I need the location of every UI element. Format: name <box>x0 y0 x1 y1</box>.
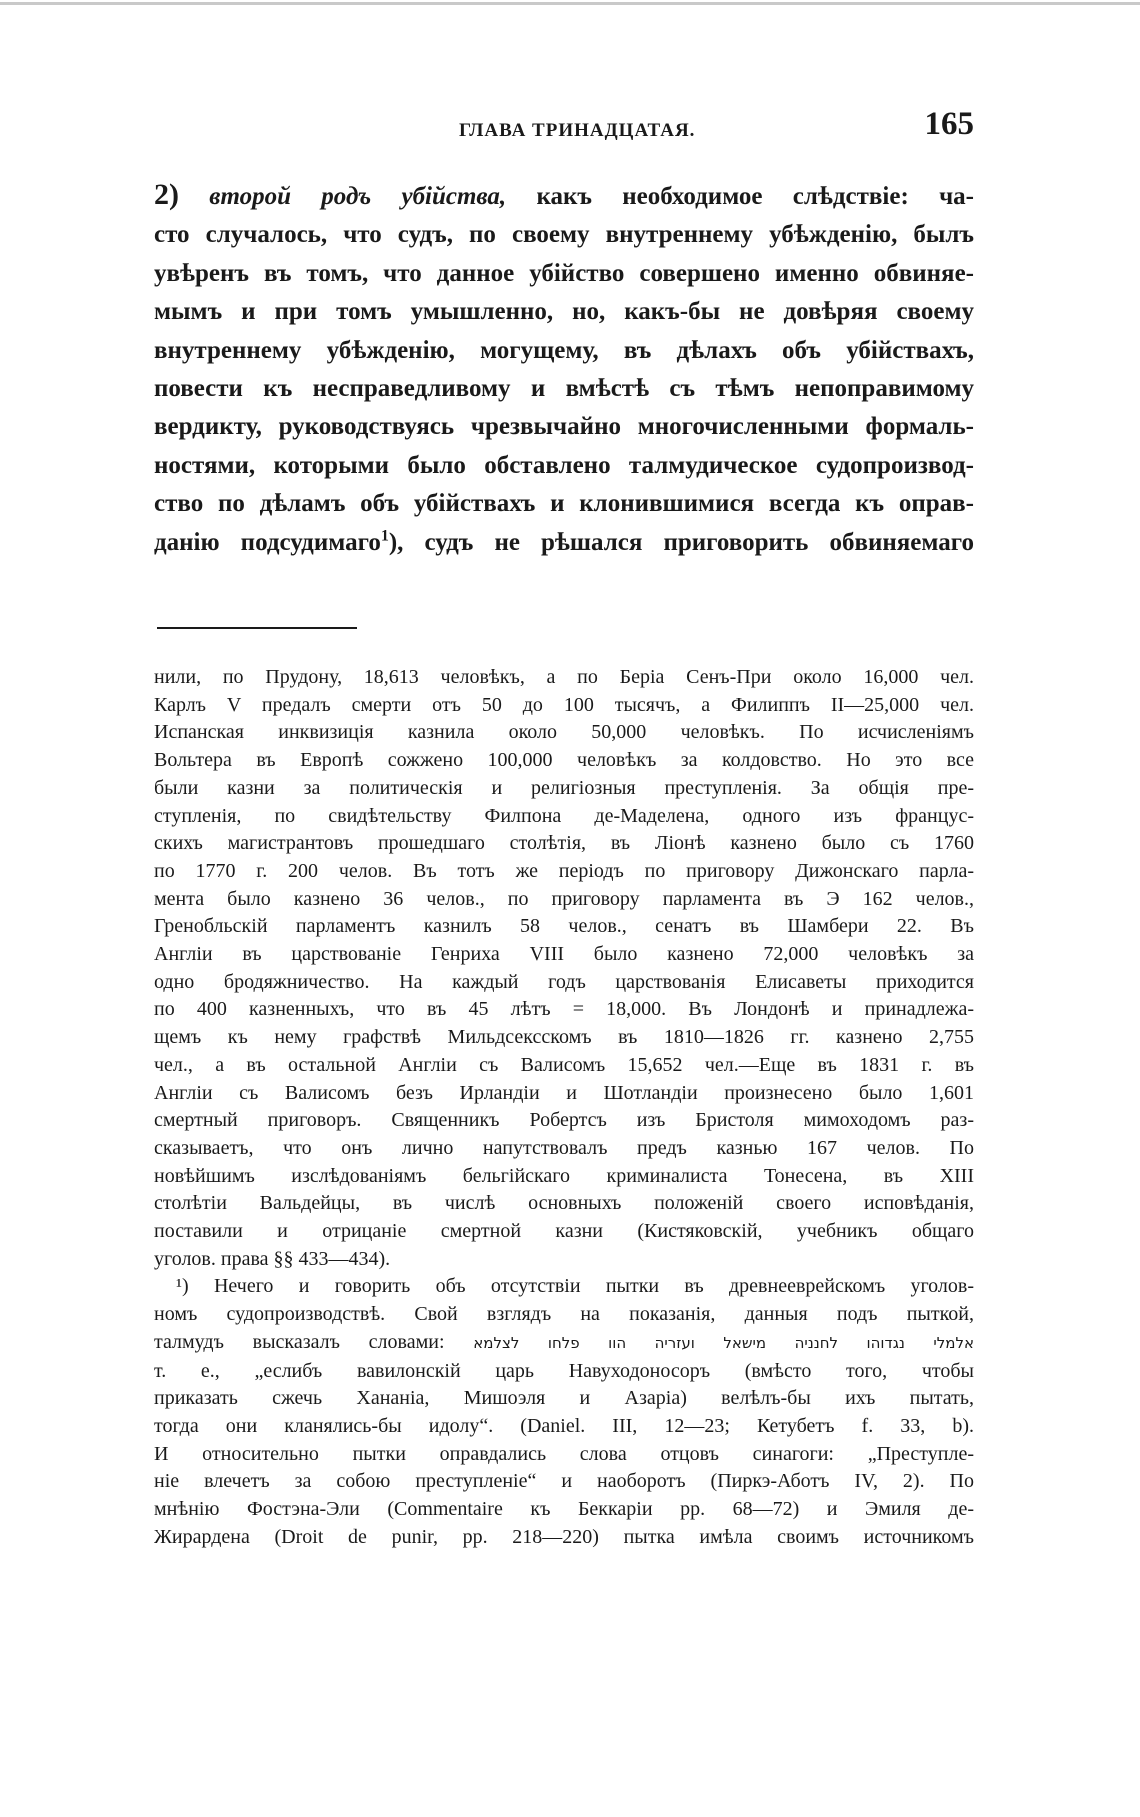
footnote-line: по 1770 г. 200 челов. Въ тотъ же періодъ по приговору Дижонскаго парла- <box>154 859 974 882</box>
main-line-6: повести къ несправедливому и вмѣстѣ съ тѣмъ непоправимому <box>154 375 974 403</box>
main-line-8: ностями, которыми было обставлено талмудическое судопроизвод- <box>154 451 974 479</box>
footnote-line: скихъ магистрантовъ прошедшаго столѣтія, въ Ліонѣ казнено было съ 1760 <box>154 832 974 855</box>
footnote-line: столѣтіи Вальдейцы, въ числѣ основныхъ положеній своего исповѣданія, <box>154 1192 974 1215</box>
page-header <box>154 106 974 146</box>
footnote-line: Вольтера въ Европѣ сожжено 100,000 человѣкъ за колдовство. Но это все <box>154 749 974 772</box>
footnote-line: щемъ къ нему графствѣ Мильдсексскомъ въ 1810—1826 гг. казнено 2,755 <box>154 1026 974 1049</box>
main-line-2: сто случалось, что судъ, по своему внутреннему убѣжденію, былъ <box>154 221 974 249</box>
footnote-1-line: тогда они кланялись-бы идолу“. (Daniel. III, 12—23; Кетубетъ f. 33, b). <box>154 1414 974 1437</box>
footnote-1-line-1: ¹) Нечего и говорить объ отсутствіи пытки въ древнееврейскомъ уголов- <box>176 1275 974 1298</box>
running-title: ГЛАВА ТРИНАДЦАТАЯ. <box>459 120 696 141</box>
footnote-1-line: т. е., „еслибъ вавилонскій царь Навуходоносоръ (вмѣсто того, чтобы <box>154 1359 974 1382</box>
footnote-1-line-3: талмудъ высказалъ словами: אלמלי נגדוהו לחנניה מישאל ועזריה הוו פלחו לצלמא <box>154 1330 974 1353</box>
footnote-line: новѣйшимъ изслѣдованіямъ бельгійскаго криминалиста Тонесена, въ XIII <box>154 1164 974 1187</box>
footnote-line: нили, по Прудону, 18,613 человѣкъ, а по Беріа Сенъ-При около 16,000 чел. <box>154 666 974 688</box>
footnote-line: мента было казнено 36 челов., по приговору парламента въ Э 162 челов., <box>154 887 974 910</box>
footnote-1-line-2: номъ судопроизводствѣ. Свой взглядъ на показанія, данныя подъ пыткой, <box>154 1303 974 1326</box>
footnote-1-line: мнѣнію Фостэна-Эли (Commentaire къ Беккаріи pp. 68—72) и Эмиля де- <box>154 1498 974 1521</box>
footnote-line: уголов. права §§ 433—434). <box>154 1247 391 1270</box>
footnote-line: поставили и отрицаніе смертной казни (Кистяковскій, учебникъ общаго <box>154 1220 974 1243</box>
footnote-line: по 400 казненныхъ, что въ 45 лѣтъ = 18,000. Въ Лондонѣ и принадлежа- <box>154 998 974 1021</box>
main-line-3: увѣренъ въ томъ, что данное убійство совершено именно обвиняе- <box>154 259 974 287</box>
footnote-line: чел., а въ остальной Англіи съ Валисомъ 15,652 чел.—Еще въ 1831 г. въ <box>154 1053 974 1076</box>
footnote-line: смертный приговоръ. Священникъ Робертсъ изъ Бристоля мимоходомъ раз- <box>154 1109 974 1132</box>
footnote-line: Англіи съ Валисомъ безъ Ирландіи и Шотландіи произнесено было 1,601 <box>154 1081 974 1104</box>
footnotes <box>154 664 974 1552</box>
footnote-line: сказываетъ, что онъ лично напутствовалъ предъ казнью 167 челов. По <box>154 1136 974 1159</box>
footnote-1-line: приказать сжечь Хананіа, Мишоэля и Азаріа) велѣлъ-бы ихъ пытать, <box>154 1387 974 1410</box>
footnote-1-line: Жирардена (Droit de punir, pp. 218—220) пытка имѣла своимъ источникомъ <box>154 1525 974 1548</box>
hebrew-quote: אלמלי נגדוהו לחנניה מישאל ועזריה הוו פלחו לצלמא <box>473 1333 974 1352</box>
main-line-7: вердикту, руководствуясь чрезвычайно многочисленными формаль- <box>154 413 974 441</box>
footnote-line: Гренобльскій парламентъ казнилъ 58 челов., сенатъ въ Шамбери 22. Въ <box>154 915 974 938</box>
footnote-line: одно бродяжничество. На каждый годъ царствованія Елисаветы приходится <box>154 970 974 993</box>
section-number: 2) <box>154 178 179 211</box>
page-number: 165 <box>924 106 974 142</box>
main-line-9: ство по дѣламъ объ убійствахъ и клонившимися всегда къ оправ- <box>154 490 974 518</box>
main-line-4: мымъ и при томъ умышленно, но, какъ-бы не довѣряя своему <box>154 298 974 326</box>
footnote-line: ступленія, по свидѣтельству Филпона де-Маделена, одного изъ францус- <box>154 804 974 827</box>
main-line-10: данію подсудимаго$^1$), судъ не рѣшался приговорить обвиняемаго <box>154 527 974 556</box>
footnote-1-marker: ¹) <box>176 1275 189 1298</box>
footnote-line: Карлъ V предалъ смерти отъ 50 до 100 тысячъ, а Филиппъ II—25,000 чел. <box>154 693 974 716</box>
main-text <box>154 176 974 562</box>
footnote-1-line: ніе влечетъ за собою преступленіе“ и наоборотъ (Пиркэ-Аботъ IV, 2). По <box>154 1470 974 1493</box>
footnote-line: Англіи въ царствованіе Генриха VIII было казнено 72,000 человѣкъ за <box>154 943 974 966</box>
main-line-5: внутреннему убѣжденію, могущему, въ дѣлахъ объ убійствахъ, <box>154 336 974 364</box>
footnote-1-line: И относительно пытки оправдались слова отцовъ синагоги: „Преступле- <box>154 1442 974 1465</box>
footnote-line: были казни за политическія и религіозныя преступленія. За общія пре- <box>154 776 974 799</box>
italic-phrase: второй родъ убійства, <box>209 183 507 210</box>
scan-top-edge <box>0 2 1140 5</box>
footnote-divider <box>157 627 357 629</box>
footnote-line: Испанская инквизиція казнила около 50,000 человѣкъ. По исчисленіямъ <box>154 721 974 744</box>
main-line-1: 2) второй родъ убійства, какъ необходимое слѣдствіе: ча- <box>154 178 974 211</box>
footnote-ref[interactable]: 1 <box>380 527 389 545</box>
